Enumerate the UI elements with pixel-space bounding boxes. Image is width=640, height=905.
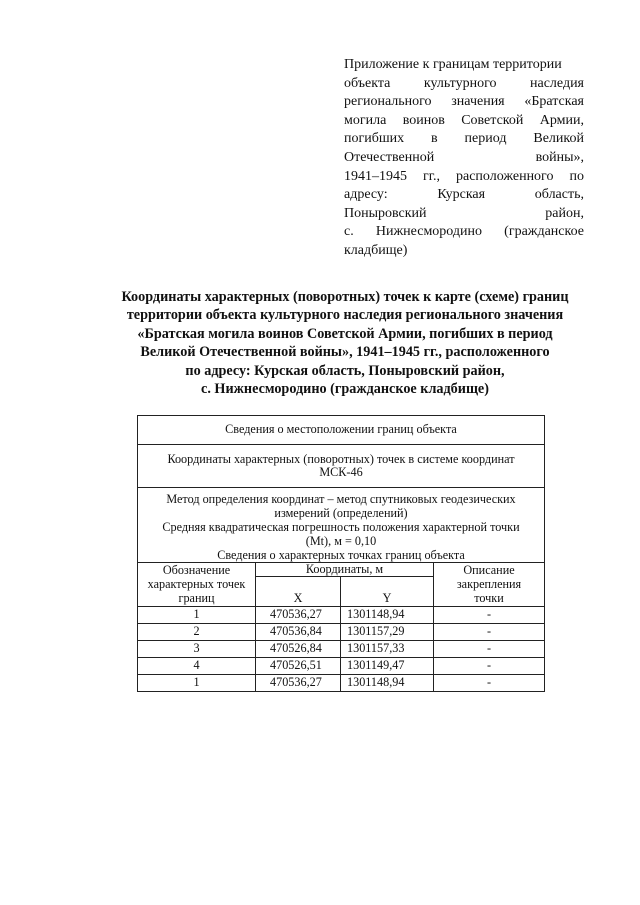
point-id: 3 xyxy=(138,641,256,658)
table-row xyxy=(138,624,545,641)
appendix-line: адресу: Курская область, xyxy=(344,187,584,203)
point-x: 470536,84 xyxy=(256,624,341,641)
point-y: 1301157,33 xyxy=(341,641,434,658)
section-method xyxy=(138,488,545,563)
header-row xyxy=(138,563,545,577)
point-x: 470526,84 xyxy=(256,641,341,658)
point-description: - xyxy=(434,641,545,658)
appendix-line: 1941–1945 гг., расположенного по xyxy=(344,168,584,184)
point-y: 1301148,94 xyxy=(341,675,434,692)
coordinates-table xyxy=(137,415,545,692)
table-row xyxy=(138,641,545,658)
point-id: 1 xyxy=(138,607,256,624)
appendix-line: объекта культурного наследия xyxy=(344,75,584,91)
section-location-header: Сведения о местоположении границ объекта xyxy=(138,416,545,445)
appendix-line: могила воинов Советской Армии, xyxy=(344,112,584,128)
point-y: 1301148,94 xyxy=(341,607,434,624)
point-x: 470526,51 xyxy=(256,658,341,675)
section-row xyxy=(138,416,545,445)
col-designation-header: Обозначение характерных точек границ xyxy=(138,563,256,607)
point-id: 2 xyxy=(138,624,256,641)
title-line: Координаты характерных (поворотных) точек к карте (схеме) границ xyxy=(121,289,569,305)
error-line: Средняя квадратическая погрешность положения характерной точки xyxy=(162,520,520,534)
point-description: - xyxy=(434,675,545,692)
appendix-line: Отечественной войны», xyxy=(344,149,584,165)
appendix-line: погибших в период Великой xyxy=(344,131,584,147)
appendix-line: регионального значения «Братская xyxy=(344,94,584,110)
point-description: - xyxy=(434,658,545,675)
point-y: 1301149,47 xyxy=(341,658,434,675)
table-row xyxy=(138,658,545,675)
document-title xyxy=(90,288,600,398)
point-x: 470536,27 xyxy=(256,607,341,624)
title-line: с. Нижнесмородино (гражданское кладбище) xyxy=(201,381,489,398)
table-row xyxy=(138,607,545,624)
appendix-line: кладбище) xyxy=(344,242,408,258)
title-line: территории объекта культурного наследия регионального значения xyxy=(126,307,564,324)
point-x: 470536,27 xyxy=(256,675,341,692)
title-line: «Братская могила воинов Советской Армии, погибших в период xyxy=(137,325,553,342)
table-row xyxy=(138,675,545,692)
section-coordinate-system: Координаты характерных (поворотных) точек в системе координат МСК-46 xyxy=(138,445,545,488)
col-x-header: X xyxy=(256,577,341,607)
section-row xyxy=(138,445,545,488)
point-id: 4 xyxy=(138,658,256,675)
section-row xyxy=(138,488,545,563)
points-header: Сведения о характерных точках границ объекта xyxy=(217,548,465,562)
point-y: 1301157,29 xyxy=(341,624,434,641)
title-line: Великой Отечественной войны», 1941–1945 гг., расположенного xyxy=(140,344,550,361)
point-description: - xyxy=(434,607,545,624)
point-description: - xyxy=(434,624,545,641)
appendix-line: Приложение к границам территории xyxy=(344,57,562,72)
error-line: (Mt), м = 0,10 xyxy=(305,534,377,548)
method-line: измерений (определений) xyxy=(274,506,408,520)
col-y-header: Y xyxy=(341,577,434,607)
method-line: Метод определения координат – метод спутниковых геодезических xyxy=(166,492,516,506)
col-description-header: Описание закрепления точки xyxy=(434,563,545,607)
appendix-line: Поныровский район, xyxy=(344,205,584,221)
appendix-note xyxy=(344,56,584,261)
point-id: 1 xyxy=(138,675,256,692)
appendix-line: с. Нижнесмородино (гражданское xyxy=(344,224,584,240)
col-coords-header: Координаты, м xyxy=(256,563,434,577)
title-line: по адресу: Курская область, Поныровский район, xyxy=(185,362,505,379)
